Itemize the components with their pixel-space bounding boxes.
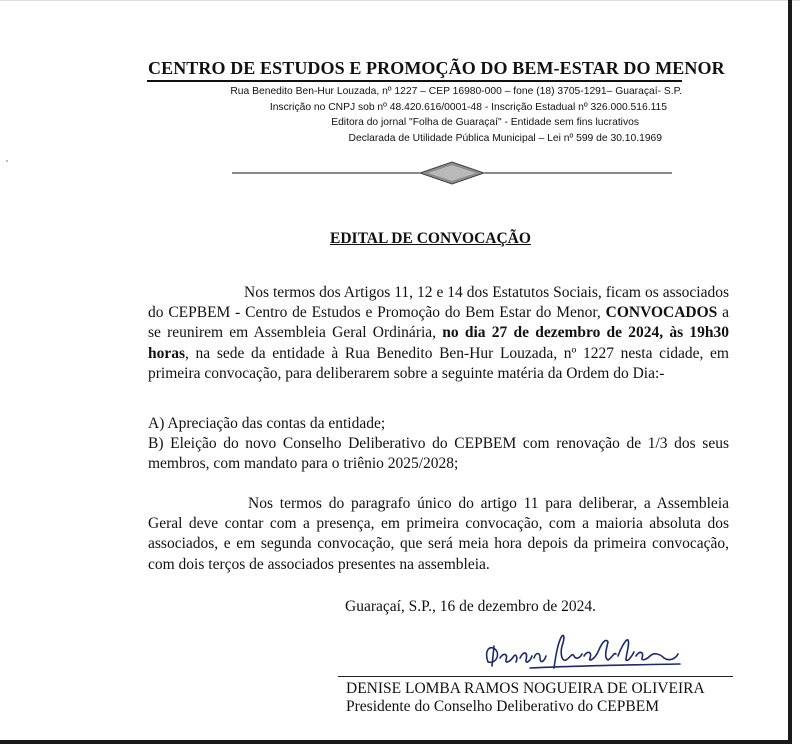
convocation-paragraph	[148, 283, 729, 384]
public-utility-line: Declarada de Utilidade Pública Municipal – Lei nº 599 de 30.10.1969	[348, 132, 662, 144]
header-contact-block	[230, 84, 682, 146]
registration-line: Inscrição no CNPJ sob nº 48.420.616/0001-48 - Inscrição Estadual nº 326.000.516.115	[269, 101, 667, 113]
agenda-item: A) Apreciação das contas da entidade;	[148, 415, 386, 432]
document-title: EDITAL DE CONVOCAÇÃO	[330, 230, 531, 247]
signer-name: DENISE LOMBA RAMOS NOGUEIRA DE OLIVEIRA	[346, 680, 705, 697]
scan-speck	[6, 160, 8, 162]
p1-text-a: Nos termos dos Artigos 11, 12 e 14 dos Estatutos Sociais, ficam os associados do CEPBEM - Centro de Estudos e Promoção do Bem Estar do Menor,	[148, 284, 729, 322]
p1-meeting-date: no dia 27 de dezembro de 2024, às 19h30 horas	[148, 324, 729, 362]
address-line: Rua Benedito Ben-Hur Louzada, nº 1227 – CEP 16980-000 – fone (18) 3705-1291– Guaraçaí- S.P.	[230, 86, 682, 97]
signature-line	[338, 676, 733, 677]
organization-name: CENTRO DE ESTUDOS E PROMOÇÃO DO BEM-ESTAR DO MENOR	[148, 58, 725, 78]
p2-text: Nos termos do paragrafo único do artigo 11 para deliberar, a Assembleia Geral deve contar com a presença, em primeira convocação, com a maioria absoluta dos associados, e em segunda convocação, que será meia hora depois da primeira convocação, com dois terços de associados presentes na assembleia.	[148, 495, 729, 573]
signer-role: Presidente do Conselho Deliberativo do CEPBEM	[346, 698, 659, 715]
place-and-date: Guaraçaí, S.P., 16 de dezembro de 2024.	[345, 598, 596, 615]
p1-text-e: , na sede da entidade à Rua Benedito Ben-Hur Louzada, nº 1227 nesta cidade, em primeira convocação, para deliberarem sobre a seguinte matéria da Ordem do Dia:-	[148, 344, 729, 382]
agenda-item: B) Eleição do novo Conselho Deliberativo do CEPBEM com renovação de 1/3 dos seus membros, com mandato para o triênio 2025/2028;	[148, 435, 729, 473]
p1-convocados: CONVOCADOS	[605, 304, 718, 322]
p1-text-c: a se reunirem em Assembleia Geral Ordinária,	[148, 304, 729, 342]
header-rule	[147, 80, 682, 82]
header-ornament-divider	[232, 160, 672, 186]
agenda-list	[148, 414, 729, 475]
quorum-paragraph	[148, 494, 729, 575]
publisher-line: Editora do jornal "Folha de Guaraçaí" - Entidade sem fins lucrativos	[331, 117, 639, 129]
handwritten-signature	[470, 628, 700, 676]
